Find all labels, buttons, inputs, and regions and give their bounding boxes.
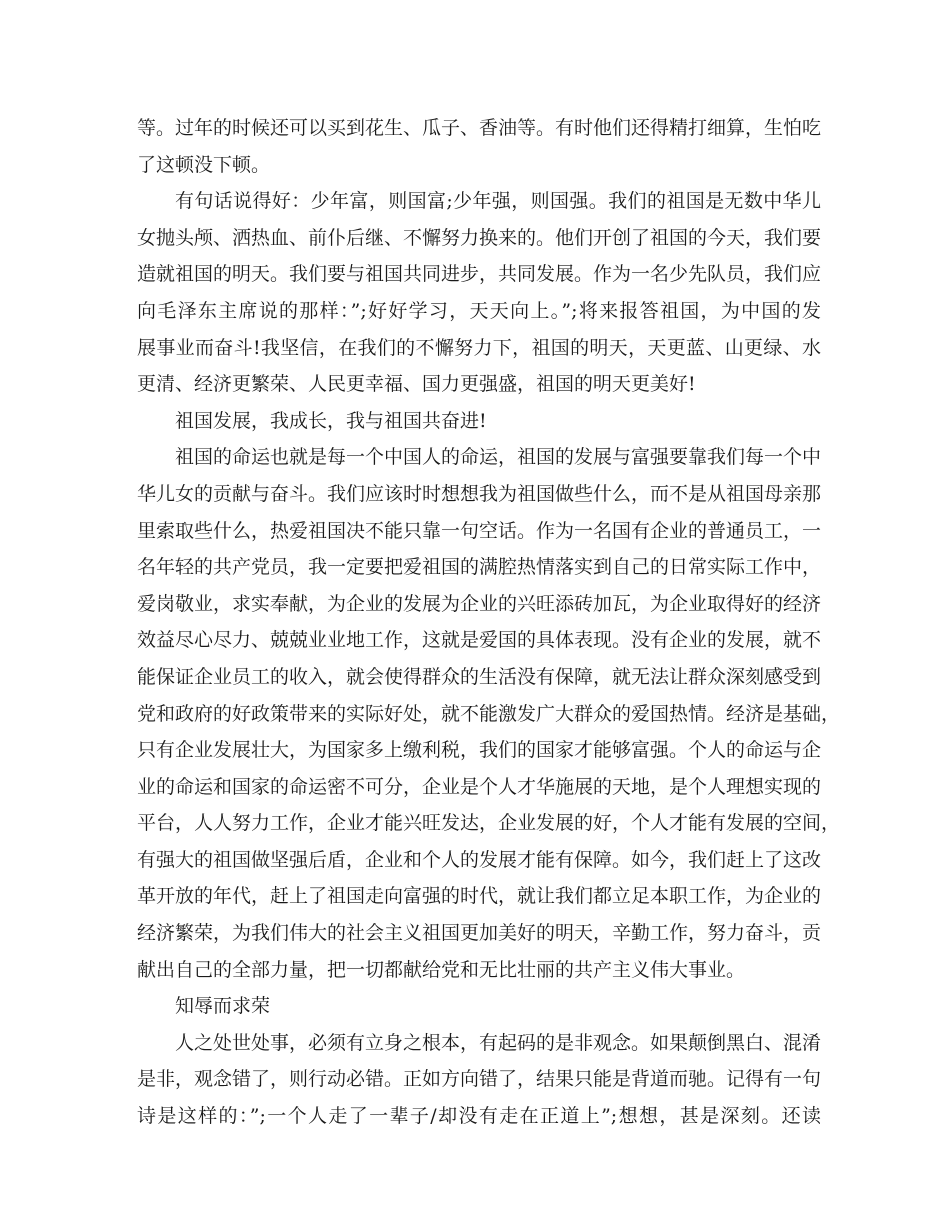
- document-page: [137, 110, 841, 1135]
- text-line: 人之处世处事，必须有立身之根本，有起码的是非观念。如果颠倒黑白、混淆: [175, 1031, 822, 1054]
- text-line: 有句话说得好：少年富，则国富;少年强，则国强。我们的祖国是无数中华儿: [175, 190, 821, 213]
- text-line: 只有企业发展壮大，为国家多上缴利税，我们的国家才能够富强。个人的命运与企: [137, 739, 822, 762]
- text-line: 党和政府的好政策带来的实际好处，就不能激发广大群众的爱国热情。经济是基础，: [137, 702, 841, 725]
- text-line: 献出自己的全部力量，把一切都献给党和无比壮丽的共产主义伟大事业。: [137, 958, 746, 981]
- text-line: 等。过年的时候还可以买到花生、瓜子、香油等。有时他们还得精打细算，生怕吃: [137, 117, 822, 139]
- text-line: 能保证企业员工的收入，就会使得群众的生活没有保障，就无法让群众深刻感受到: [137, 665, 822, 688]
- text-line: 名年轻的共产党员，我一定要把爱祖国的满腔热情落实到自己的日常实际工作中，: [137, 556, 822, 579]
- text-line: 是非，观念错了，则行动必错。正如方向错了，结果只能是背道而驰。记得有一句: [137, 1068, 822, 1091]
- text-line: 华儿女的贡献与奋斗。我们应该时时想想我为祖国做些什么，而不是从祖国母亲那: [137, 482, 822, 505]
- text-line: 祖国的命运也就是每一个中国人的命运，祖国的发展与富强要靠我们每一个中: [175, 446, 822, 469]
- text-line: 革开放的年代，赶上了祖国走向富强的时代，就让我们都立足本职工作，为企业的: [137, 885, 822, 908]
- text-line: 诗是这样的：”;一个人走了一辈子/却没有走在正道上”;想想，甚是深刻。还读: [137, 1105, 821, 1128]
- paragraph: [137, 1025, 821, 1135]
- text-line: 业的命运和国家的命运密不可分，企业是个人才华施展的天地，是个人理想实现的: [137, 775, 822, 798]
- text-line: 有强大的祖国做坚强后盾，企业和个人的发展才能有保障。如今，我们赶上了这改: [137, 848, 822, 871]
- text-line: 平台，人人努力工作，企业才能兴旺发达，企业发展的好，个人才能有发展的空间，: [137, 812, 841, 835]
- text-line: 里索取些什么，热爱祖国决不能只靠一句空话。作为一名国有企业的普通员工，一: [137, 519, 822, 542]
- text-line: 女抛头颅、洒热血、前仆后继、不懈努力换来的。他们开创了祖国的今天，我们要: [137, 226, 822, 249]
- text-line: 经济繁荣，为我们伟大的社会主义祖国更加美好的明天，辛勤工作，努力奋斗，贡: [137, 922, 822, 945]
- text-line: 向毛泽东主席说的那样：”;好好学习，天天向上。”;将来报答祖国，为中国的发: [137, 299, 821, 322]
- text-line: 祖国发展，我成长，我与祖国共奋进!: [175, 409, 487, 432]
- text-line: 了这顿没下顿。: [137, 153, 271, 176]
- text-line: 爱岗敬业，求实奉献，为企业的发展为企业的兴旺添砖加瓦，为企业取得好的经济: [137, 592, 822, 615]
- text-line: 效益尽心尽力、兢兢业业地工作，这就是爱国的具体表现。没有企业的发展，就不: [137, 629, 822, 652]
- text-line: 展事业而奋斗!我坚信，在我们的不懈努力下，祖国的明天，天更蓝、山更绿、水: [137, 336, 821, 359]
- text-line: 知辱而求荣: [175, 995, 271, 1018]
- paragraph: [137, 988, 821, 1025]
- paragraph: [137, 439, 841, 988]
- paragraph: [137, 403, 821, 440]
- text-line: 更清、经济更繁荣、人民更幸福、国力更强盛，祖国的明天更美好!: [137, 373, 696, 396]
- text-line: 造就祖国的明天。我们要与祖国共同进步，共同发展。作为一名少先队员，我们应: [137, 263, 822, 286]
- paragraph: [137, 183, 821, 403]
- paragraph: [137, 110, 821, 183]
